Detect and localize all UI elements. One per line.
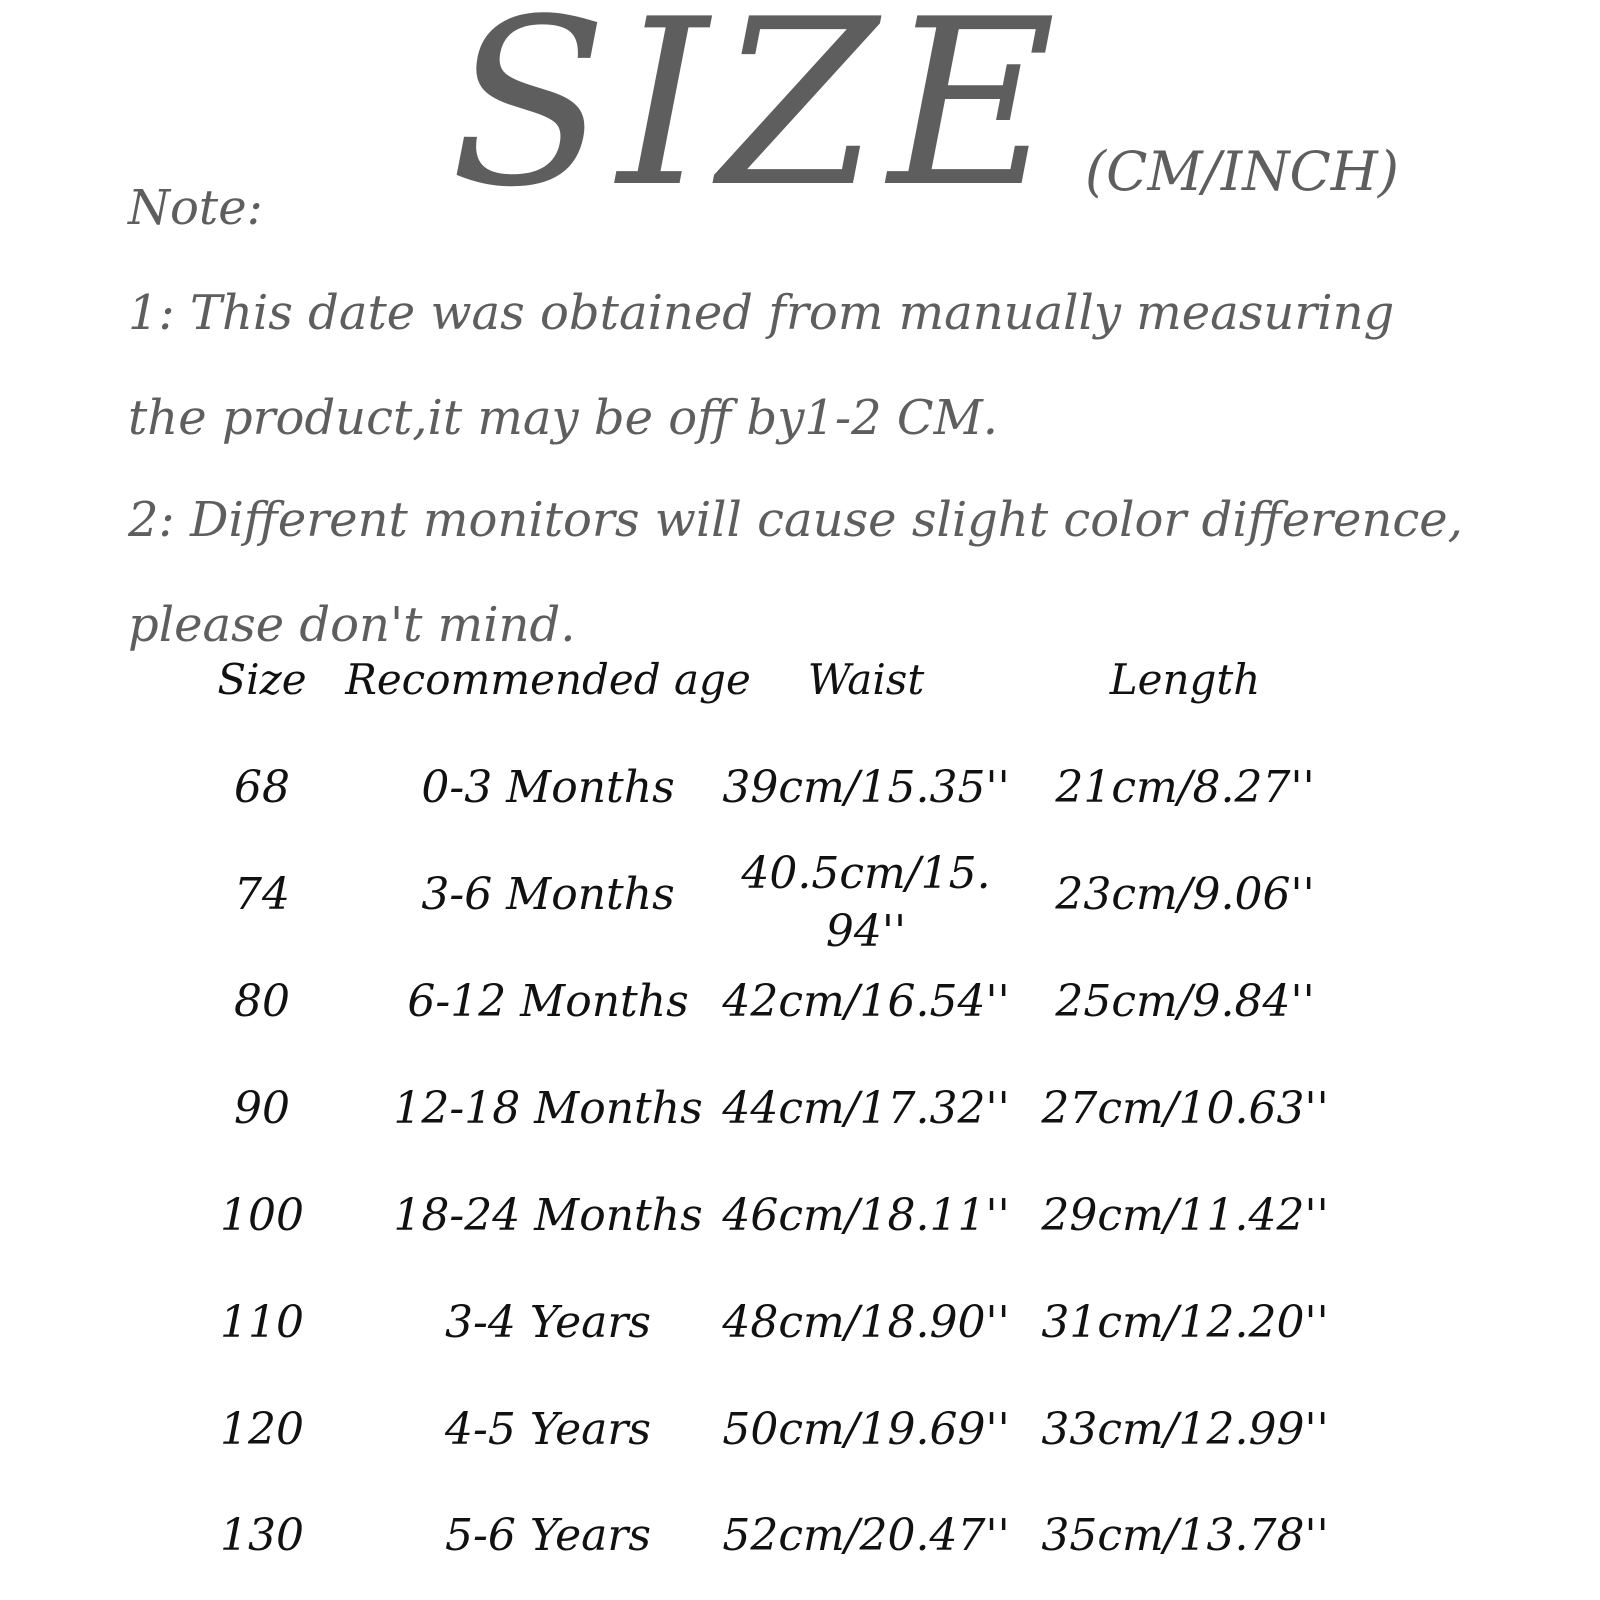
- note-heading: Note:: [128, 180, 263, 236]
- table-cell-length: 31cm/12.20'': [1041, 1297, 1329, 1348]
- page-title: SIZE: [450, 0, 1067, 238]
- table-cell-length: 21cm/8.27'': [1055, 762, 1315, 813]
- table-cell-age: 3-6 Months: [421, 869, 675, 920]
- table-cell-waist: 44cm/17.32'': [722, 1083, 1010, 1134]
- table-cell-waist: 50cm/19.69'': [722, 1404, 1010, 1455]
- table-cell-size: 68: [234, 762, 290, 813]
- table-cell-age: 18-24 Months: [393, 1190, 703, 1241]
- table-cell-age: 12-18 Months: [393, 1083, 703, 1134]
- table-cell-waist: 52cm/20.47'': [722, 1510, 1010, 1561]
- note-2-line-2: please don't mind.: [128, 597, 576, 653]
- table-cell-length: 35cm/13.78'': [1041, 1510, 1329, 1561]
- table-cell-size: 100: [220, 1190, 304, 1241]
- table-cell-length: 25cm/9.84'': [1055, 976, 1315, 1027]
- table-cell-length: 23cm/9.06'': [1055, 869, 1315, 920]
- note-1-line-2: the product,it may be off by1-2 CM.: [128, 390, 998, 446]
- table-cell-size: 74: [234, 869, 290, 920]
- table-cell-length: 33cm/12.99'': [1041, 1404, 1329, 1455]
- header-recommended-age: Recommended age: [345, 655, 751, 704]
- table-cell-size: 80: [234, 976, 290, 1027]
- table-cell-size: 90: [234, 1083, 290, 1134]
- table-cell-age: 3-4 Years: [445, 1297, 651, 1348]
- table-cell-length: 29cm/11.42'': [1041, 1190, 1329, 1241]
- table-cell-age: 0-3 Months: [421, 762, 675, 813]
- note-2-line-1: 2: Different monitors will cause slight color difference,: [128, 492, 1463, 548]
- table-cell-waist: 42cm/16.54'': [722, 976, 1010, 1027]
- note-1-line-1: 1: This date was obtained from manually measuring: [128, 285, 1395, 341]
- table-cell-age: 5-6 Years: [445, 1510, 651, 1561]
- header-waist: Waist: [807, 655, 925, 704]
- table-cell-size: 130: [220, 1510, 304, 1561]
- table-cell-waist: 40.5cm/15.94'': [741, 848, 991, 957]
- table-cell-waist: 39cm/15.35'': [722, 762, 1010, 813]
- table-cell-size: 120: [220, 1404, 304, 1455]
- table-cell-age: 4-5 Years: [445, 1404, 651, 1455]
- table-cell-age: 6-12 Months: [407, 976, 689, 1027]
- table-cell-waist: 46cm/18.11'': [722, 1190, 1010, 1241]
- table-cell-waist: 48cm/18.90'': [722, 1297, 1010, 1348]
- table-cell-length: 27cm/10.63'': [1041, 1083, 1329, 1134]
- table-cell-size: 110: [220, 1297, 304, 1348]
- header-length: Length: [1109, 655, 1261, 704]
- header-size: Size: [217, 655, 307, 704]
- unit-label: (CM/INCH): [1085, 140, 1399, 203]
